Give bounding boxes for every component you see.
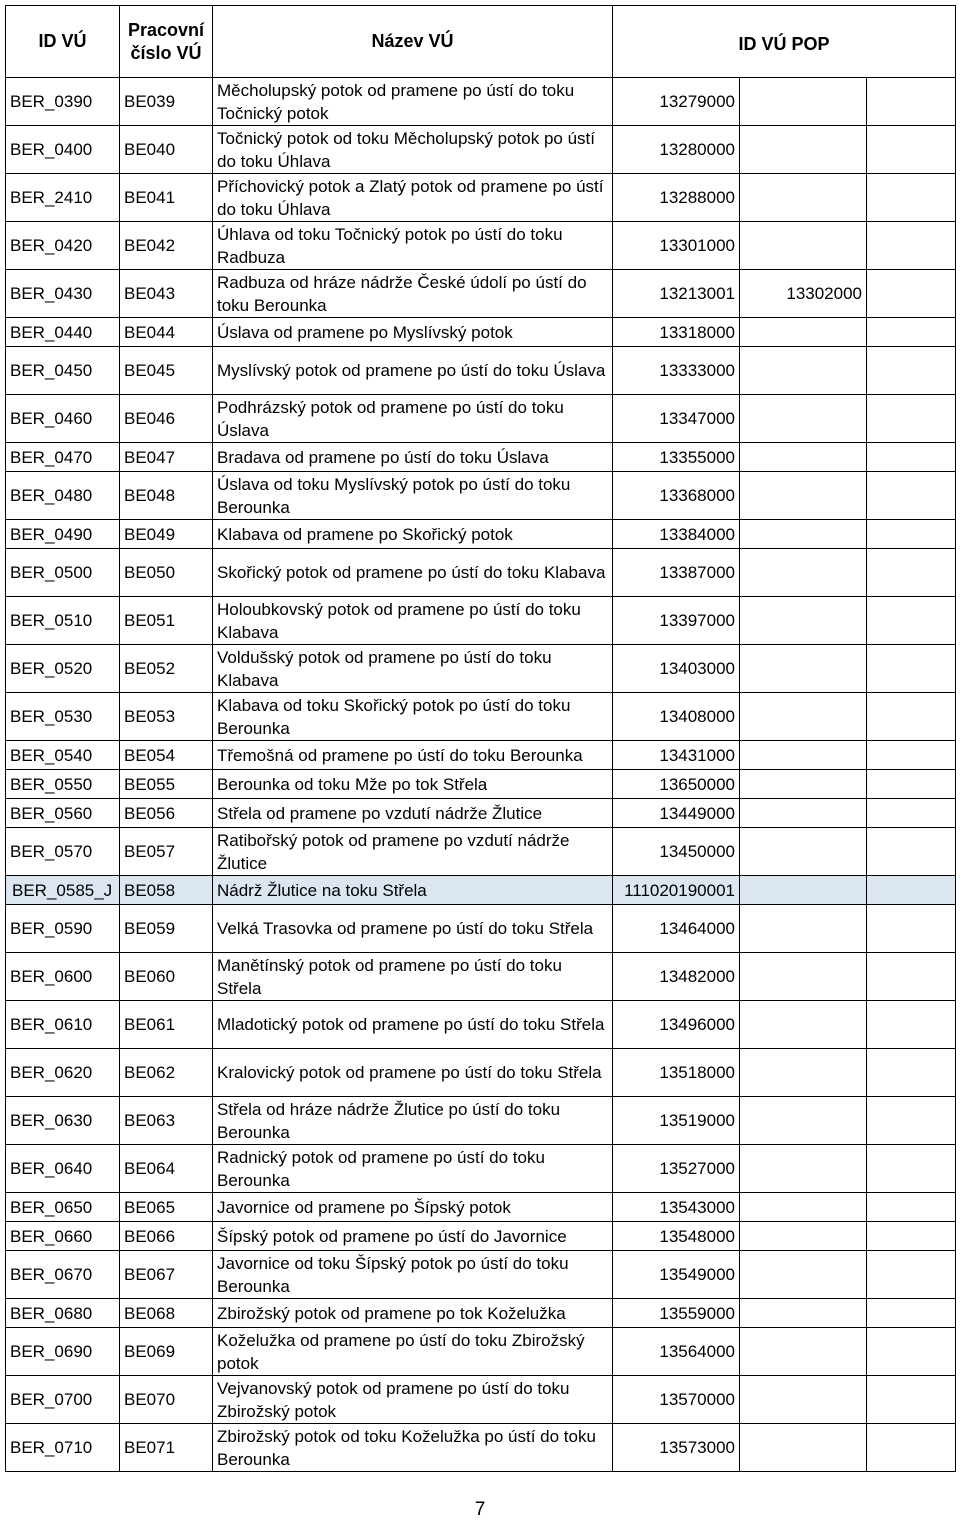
cell-nazev-vu: Zbirožský potok od pramene po tok Koželužka <box>213 1299 613 1328</box>
cell-nazev-vu: Střela od pramene po vzdutí nádrže Žlutice <box>213 799 613 828</box>
table-row <box>6 222 956 270</box>
cell-id-vu-pop-2 <box>740 597 867 645</box>
cell-empty <box>867 1049 956 1097</box>
cell-empty <box>867 905 956 953</box>
cell-id-vu: BER_0470 <box>6 443 120 472</box>
cell-id-vu-pop-2 <box>740 174 867 222</box>
cell-id-vu-pop-2 <box>740 693 867 741</box>
water-bodies-table <box>5 5 956 1472</box>
cell-empty <box>867 222 956 270</box>
cell-id-vu-pop-2 <box>740 78 867 126</box>
cell-id-vu: BER_2410 <box>6 174 120 222</box>
cell-id-vu: BER_0680 <box>6 1299 120 1328</box>
cell-nazev-vu: Úslava od pramene po Myslívský potok <box>213 318 613 347</box>
cell-empty <box>867 318 956 347</box>
table-row <box>6 443 956 472</box>
cell-pracovni-cislo: BE065 <box>120 1193 213 1222</box>
cell-nazev-vu: Myslívský potok od pramene po ústí do toku Úslava <box>213 347 613 395</box>
cell-nazev-vu: Klabava od pramene po Skořický potok <box>213 520 613 549</box>
cell-empty <box>867 1251 956 1299</box>
cell-id-vu-pop: 13213001 <box>613 270 740 318</box>
cell-nazev-vu: Nádrž Žlutice na toku Střela <box>213 876 613 905</box>
table-row <box>6 645 956 693</box>
table-row <box>6 1376 956 1424</box>
cell-pracovni-cislo: BE042 <box>120 222 213 270</box>
cell-id-vu: BER_0430 <box>6 270 120 318</box>
cell-id-vu-pop-2 <box>740 741 867 770</box>
table-row <box>6 1251 956 1299</box>
cell-pracovni-cislo: BE054 <box>120 741 213 770</box>
cell-id-vu: BER_0550 <box>6 770 120 799</box>
table-row <box>6 472 956 520</box>
cell-pracovni-cislo: BE047 <box>120 443 213 472</box>
cell-nazev-vu: Koželužka od pramene po ústí do toku Zbirožský potok <box>213 1328 613 1376</box>
cell-pracovni-cislo: BE066 <box>120 1222 213 1251</box>
table-row <box>6 549 956 597</box>
cell-id-vu-pop-2 <box>740 395 867 443</box>
cell-id-vu-pop: 13403000 <box>613 645 740 693</box>
table-row <box>6 905 956 953</box>
cell-id-vu-pop: 13347000 <box>613 395 740 443</box>
cell-empty <box>867 741 956 770</box>
cell-id-vu-pop-2 <box>740 472 867 520</box>
cell-id-vu: BER_0510 <box>6 597 120 645</box>
cell-id-vu-pop-2 <box>740 443 867 472</box>
cell-pracovni-cislo: BE039 <box>120 78 213 126</box>
cell-pracovni-cislo: BE063 <box>120 1097 213 1145</box>
cell-id-vu: BER_0490 <box>6 520 120 549</box>
cell-id-vu-pop-2 <box>740 1222 867 1251</box>
cell-nazev-vu: Měcholupský potok od pramene po ústí do toku Točnický potok <box>213 78 613 126</box>
cell-id-vu-pop: 13318000 <box>613 318 740 347</box>
cell-id-vu: BER_0670 <box>6 1251 120 1299</box>
cell-pracovni-cislo: BE052 <box>120 645 213 693</box>
cell-nazev-vu: Javornice od pramene po Šípský potok <box>213 1193 613 1222</box>
table-row <box>6 270 956 318</box>
cell-id-vu-pop-2 <box>740 1145 867 1193</box>
cell-pracovni-cislo: BE049 <box>120 520 213 549</box>
cell-pracovni-cislo: BE053 <box>120 693 213 741</box>
cell-id-vu-pop-2 <box>740 953 867 1001</box>
cell-id-vu-pop: 13549000 <box>613 1251 740 1299</box>
cell-pracovni-cislo: BE043 <box>120 270 213 318</box>
cell-empty <box>867 876 956 905</box>
cell-id-vu-pop: 111020190001 <box>613 876 740 905</box>
cell-pracovni-cislo: BE069 <box>120 1328 213 1376</box>
table-row <box>6 1193 956 1222</box>
cell-id-vu-pop: 13573000 <box>613 1424 740 1472</box>
cell-id-vu-pop-2 <box>740 1097 867 1145</box>
cell-id-vu-pop-2 <box>740 828 867 876</box>
cell-pracovni-cislo: BE048 <box>120 472 213 520</box>
cell-empty <box>867 270 956 318</box>
cell-nazev-vu: Vejvanovský potok od pramene po ústí do toku Zbirožský potok <box>213 1376 613 1424</box>
cell-pracovni-cislo: BE044 <box>120 318 213 347</box>
cell-nazev-vu: Střela od hráze nádrže Žlutice po ústí do toku Berounka <box>213 1097 613 1145</box>
cell-empty <box>867 799 956 828</box>
cell-nazev-vu: Holoubkovský potok od pramene po ústí do toku Klabava <box>213 597 613 645</box>
header-id-vu-pop: ID VÚ POP <box>613 6 956 78</box>
cell-id-vu: BER_0560 <box>6 799 120 828</box>
cell-empty <box>867 693 956 741</box>
cell-nazev-vu: Klabava od toku Skořický potok po ústí do toku Berounka <box>213 693 613 741</box>
cell-pracovni-cislo: BE057 <box>120 828 213 876</box>
table-row <box>6 1145 956 1193</box>
cell-empty <box>867 1299 956 1328</box>
cell-empty <box>867 174 956 222</box>
cell-nazev-vu: Šípský potok od pramene po ústí do Javornice <box>213 1222 613 1251</box>
cell-nazev-vu: Javornice od toku Šípský potok po ústí do toku Berounka <box>213 1251 613 1299</box>
cell-id-vu: BER_0460 <box>6 395 120 443</box>
cell-id-vu-pop: 13397000 <box>613 597 740 645</box>
cell-empty <box>867 1193 956 1222</box>
table-row <box>6 1424 956 1472</box>
cell-id-vu-pop: 13450000 <box>613 828 740 876</box>
cell-nazev-vu: Manětínský potok od pramene po ústí do toku Střela <box>213 953 613 1001</box>
cell-id-vu-pop: 13543000 <box>613 1193 740 1222</box>
cell-id-vu: BER_0520 <box>6 645 120 693</box>
cell-nazev-vu: Velká Trasovka od pramene po ústí do toku Střela <box>213 905 613 953</box>
cell-id-vu-pop-2 <box>740 799 867 828</box>
cell-id-vu-pop-2 <box>740 1328 867 1376</box>
cell-nazev-vu: Radbuza od hráze nádrže České údolí po ústí do toku Berounka <box>213 270 613 318</box>
cell-nazev-vu: Točnický potok od toku Měcholupský potok po ústí do toku Úhlava <box>213 126 613 174</box>
cell-id-vu-pop: 13431000 <box>613 741 740 770</box>
cell-empty <box>867 347 956 395</box>
cell-empty <box>867 828 956 876</box>
cell-id-vu: BER_0400 <box>6 126 120 174</box>
cell-id-vu: BER_0600 <box>6 953 120 1001</box>
cell-empty <box>867 1145 956 1193</box>
cell-nazev-vu: Příchovický potok a Zlatý potok od pramene po ústí do toku Úhlava <box>213 174 613 222</box>
cell-pracovni-cislo: BE059 <box>120 905 213 953</box>
cell-pracovni-cislo: BE062 <box>120 1049 213 1097</box>
cell-pracovni-cislo: BE055 <box>120 770 213 799</box>
cell-empty <box>867 549 956 597</box>
table-row <box>6 520 956 549</box>
cell-nazev-vu: Úslava od toku Myslívský potok po ústí do toku Berounka <box>213 472 613 520</box>
cell-pracovni-cislo: BE041 <box>120 174 213 222</box>
cell-id-vu: BER_0500 <box>6 549 120 597</box>
cell-id-vu: BER_0660 <box>6 1222 120 1251</box>
cell-id-vu: BER_0540 <box>6 741 120 770</box>
cell-id-vu: BER_0530 <box>6 693 120 741</box>
cell-pracovni-cislo: BE051 <box>120 597 213 645</box>
table-row <box>6 693 956 741</box>
cell-id-vu: BER_0440 <box>6 318 120 347</box>
cell-id-vu-pop: 13548000 <box>613 1222 740 1251</box>
cell-nazev-vu: Úhlava od toku Točnický potok po ústí do toku Radbuza <box>213 222 613 270</box>
cell-id-vu: BER_0450 <box>6 347 120 395</box>
cell-nazev-vu: Radnický potok od pramene po ústí do toku Berounka <box>213 1145 613 1193</box>
cell-empty <box>867 395 956 443</box>
cell-id-vu-pop-2 <box>740 318 867 347</box>
table-row <box>6 953 956 1001</box>
cell-empty <box>867 78 956 126</box>
cell-id-vu-pop: 13496000 <box>613 1001 740 1049</box>
table-row <box>6 770 956 799</box>
cell-id-vu-pop-2 <box>740 1193 867 1222</box>
cell-nazev-vu: Kralovický potok od pramene po ústí do toku Střela <box>213 1049 613 1097</box>
cell-id-vu-pop: 13449000 <box>613 799 740 828</box>
table-row <box>6 1328 956 1376</box>
cell-id-vu-pop-2 <box>740 222 867 270</box>
cell-pracovni-cislo: BE058 <box>120 876 213 905</box>
table-row <box>6 126 956 174</box>
cell-pracovni-cislo: BE050 <box>120 549 213 597</box>
table-row <box>6 347 956 395</box>
cell-id-vu-pop-2 <box>740 1049 867 1097</box>
cell-id-vu-pop-2 <box>740 905 867 953</box>
cell-nazev-vu: Voldušský potok od pramene po ústí do toku Klabava <box>213 645 613 693</box>
cell-nazev-vu: Podhrázský potok od pramene po ústí do toku Úslava <box>213 395 613 443</box>
cell-id-vu-pop: 13368000 <box>613 472 740 520</box>
page-number: 7 <box>474 1499 486 1520</box>
cell-id-vu-pop-2 <box>740 549 867 597</box>
table-header-row <box>6 6 956 78</box>
cell-empty <box>867 770 956 799</box>
cell-id-vu-pop: 13279000 <box>613 78 740 126</box>
cell-id-vu-pop: 13482000 <box>613 953 740 1001</box>
cell-nazev-vu: Třemošná od pramene po ústí do toku Berounka <box>213 741 613 770</box>
cell-id-vu-pop-2 <box>740 1424 867 1472</box>
cell-nazev-vu: Mladotický potok od pramene po ústí do toku Střela <box>213 1001 613 1049</box>
cell-id-vu-pop-2 <box>740 770 867 799</box>
header-nazev-vu: Název VÚ <box>213 6 613 78</box>
header-id-vu: ID VÚ <box>6 6 120 78</box>
cell-id-vu: BER_0420 <box>6 222 120 270</box>
cell-empty <box>867 597 956 645</box>
cell-id-vu-pop: 13301000 <box>613 222 740 270</box>
cell-pracovni-cislo: BE067 <box>120 1251 213 1299</box>
cell-id-vu-pop: 13355000 <box>613 443 740 472</box>
table-row <box>6 1097 956 1145</box>
cell-id-vu-pop-2 <box>740 1299 867 1328</box>
cell-nazev-vu: Bradava od pramene po ústí do toku Úslava <box>213 443 613 472</box>
cell-id-vu-pop-2 <box>740 347 867 395</box>
cell-id-vu-pop: 13519000 <box>613 1097 740 1145</box>
cell-empty <box>867 443 956 472</box>
cell-id-vu: BER_0585_J <box>6 876 120 905</box>
cell-nazev-vu: Berounka od toku Mže po tok Střela <box>213 770 613 799</box>
table-row <box>6 876 956 905</box>
table-row <box>6 1001 956 1049</box>
cell-pracovni-cislo: BE061 <box>120 1001 213 1049</box>
cell-id-vu: BER_0650 <box>6 1193 120 1222</box>
cell-empty <box>867 472 956 520</box>
table-row <box>6 828 956 876</box>
cell-empty <box>867 1328 956 1376</box>
cell-id-vu-pop: 13564000 <box>613 1328 740 1376</box>
cell-id-vu-pop-2 <box>740 520 867 549</box>
cell-id-vu: BER_0710 <box>6 1424 120 1472</box>
table-row <box>6 174 956 222</box>
cell-nazev-vu: Zbirožský potok od toku Koželužka po ústí do toku Berounka <box>213 1424 613 1472</box>
cell-empty <box>867 1424 956 1472</box>
cell-empty <box>867 1376 956 1424</box>
cell-id-vu: BER_0630 <box>6 1097 120 1145</box>
cell-empty <box>867 1001 956 1049</box>
cell-id-vu-pop: 13570000 <box>613 1376 740 1424</box>
cell-id-vu-pop-2 <box>740 1251 867 1299</box>
cell-pracovni-cislo: BE060 <box>120 953 213 1001</box>
table-row <box>6 318 956 347</box>
cell-id-vu-pop: 13518000 <box>613 1049 740 1097</box>
cell-empty <box>867 645 956 693</box>
cell-empty <box>867 126 956 174</box>
cell-id-vu: BER_0480 <box>6 472 120 520</box>
cell-id-vu: BER_0590 <box>6 905 120 953</box>
table-row <box>6 1222 956 1251</box>
cell-empty <box>867 1097 956 1145</box>
cell-id-vu: BER_0690 <box>6 1328 120 1376</box>
table-row <box>6 597 956 645</box>
cell-id-vu: BER_0700 <box>6 1376 120 1424</box>
cell-pracovni-cislo: BE045 <box>120 347 213 395</box>
cell-id-vu: BER_0620 <box>6 1049 120 1097</box>
cell-id-vu-pop: 13387000 <box>613 549 740 597</box>
table-row <box>6 1049 956 1097</box>
cell-id-vu: BER_0570 <box>6 828 120 876</box>
cell-pracovni-cislo: BE071 <box>120 1424 213 1472</box>
cell-nazev-vu: Skořický potok od pramene po ústí do toku Klabava <box>213 549 613 597</box>
cell-pracovni-cislo: BE046 <box>120 395 213 443</box>
cell-pracovni-cislo: BE040 <box>120 126 213 174</box>
cell-id-vu-pop: 13408000 <box>613 693 740 741</box>
cell-id-vu: BER_0610 <box>6 1001 120 1049</box>
cell-id-vu-pop: 13527000 <box>613 1145 740 1193</box>
header-pracovni-cislo-vu: Pracovní číslo VÚ <box>120 6 213 78</box>
cell-id-vu-pop: 13384000 <box>613 520 740 549</box>
cell-id-vu-pop: 13559000 <box>613 1299 740 1328</box>
cell-id-vu-pop: 13288000 <box>613 174 740 222</box>
cell-id-vu-pop-2 <box>740 645 867 693</box>
cell-pracovni-cislo: BE056 <box>120 799 213 828</box>
table-row <box>6 741 956 770</box>
table-row <box>6 799 956 828</box>
cell-id-vu: BER_0390 <box>6 78 120 126</box>
cell-id-vu-pop-2 <box>740 1376 867 1424</box>
cell-id-vu-pop: 13280000 <box>613 126 740 174</box>
cell-id-vu: BER_0640 <box>6 1145 120 1193</box>
cell-nazev-vu: Ratibořský potok od pramene po vzdutí nádrže Žlutice <box>213 828 613 876</box>
cell-pracovni-cislo: BE064 <box>120 1145 213 1193</box>
cell-id-vu-pop-2 <box>740 1001 867 1049</box>
cell-id-vu-pop: 13333000 <box>613 347 740 395</box>
cell-pracovni-cislo: BE070 <box>120 1376 213 1424</box>
cell-id-vu-pop: 13650000 <box>613 770 740 799</box>
cell-id-vu-pop-2 <box>740 126 867 174</box>
cell-pracovni-cislo: BE068 <box>120 1299 213 1328</box>
cell-empty <box>867 520 956 549</box>
cell-id-vu-pop: 13464000 <box>613 905 740 953</box>
cell-id-vu-pop-2: 13302000 <box>740 270 867 318</box>
cell-empty <box>867 953 956 1001</box>
table-row <box>6 395 956 443</box>
table-row <box>6 78 956 126</box>
table-row <box>6 1299 956 1328</box>
cell-empty <box>867 1222 956 1251</box>
cell-id-vu-pop-2 <box>740 876 867 905</box>
